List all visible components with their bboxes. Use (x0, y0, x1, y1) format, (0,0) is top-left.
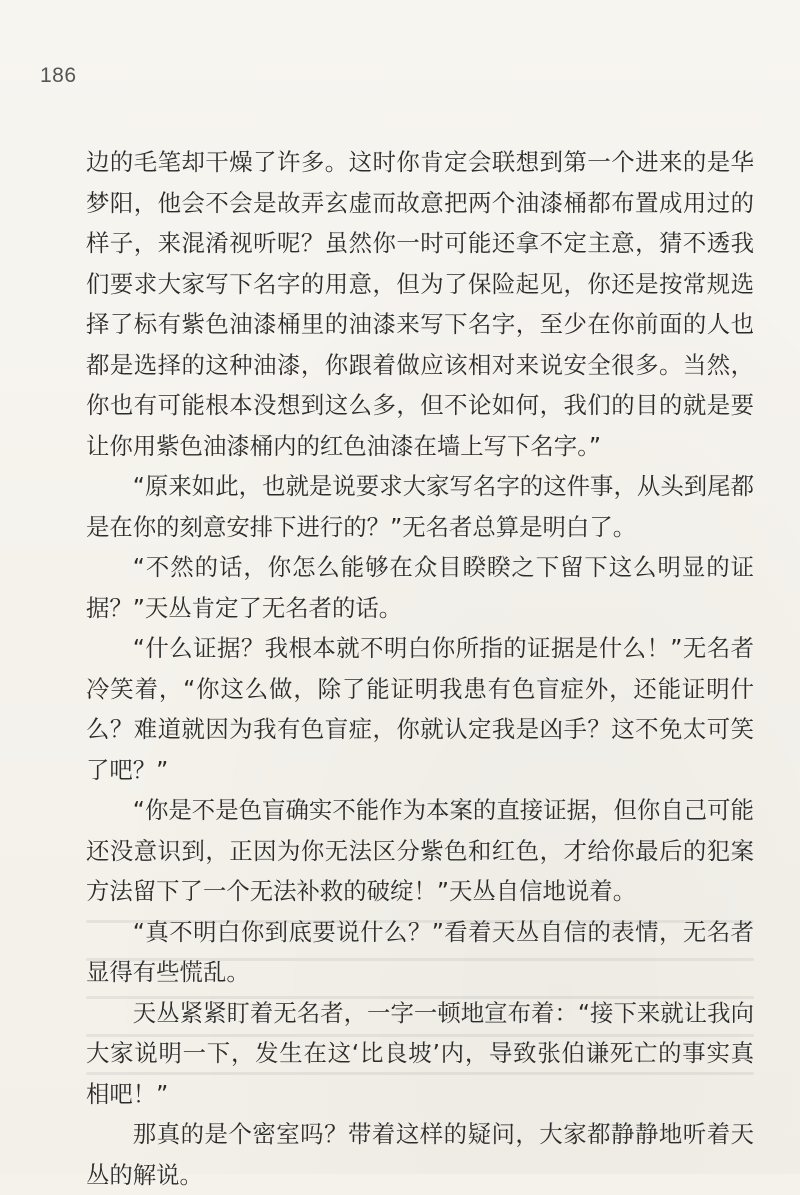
page-number: 186 (40, 64, 77, 87)
paragraph: 边的毛笔却干燥了许多。这时你肯定会联想到第一个进来的是华梦阳，他会不会是故弄玄虚而故意把两个油漆桶都布置成用过的样子，来混淆视听呢？虽然你一时可能还拿不定主意，猜不透我们要求大家写下名字的用意，但为了保险起见，你还是按常规选择了标有紫色油漆桶里的油漆来写下名字，至少在你前面的人也都是选择的这种油漆，你跟着做应该相对来说安全很多。当然，你也有可能根本没想到这么多，但不论如何，我们的目的就是要让你用紫色油漆桶内的红色油漆在墙上写下名字。” (86, 148, 754, 460)
paragraph: 天丛紧紧盯着无名者，一字一顿地宣布着：“接下来就让我向大家说明一下，发生在这‘比良坡’内，导致张伯谦死亡的事实真相吧！” (86, 998, 754, 1108)
paragraph: 那真的是个密室吗？带着这样的疑问，大家都静静地听着天丛的解说。 (86, 1120, 754, 1189)
paragraph: “你是不是色盲确实不能作为本案的直接证据，但你自己可能还没意识到，正因为你无法区分紫色和红色，才给你最后的犯案方法留下了一个无法补救的破绽！”天丛自信地说着。 (86, 796, 754, 905)
paragraph: “原来如此，也就是说要求大家写名字的这件事，从头到尾都是在你的刻意安排下进行的？”无名者总算是明白了。 (86, 472, 754, 541)
paragraph: “什么证据？我根本就不明白你所指的证据是什么！”无名者冷笑着，“你这么做，除了能证明我患有色盲症外，还能证明什么？难道就因为我有色盲症，你就认定我是凶手？这不免太可笑了吧？” (86, 634, 754, 784)
show-through-texture (86, 920, 754, 1130)
paragraph: “不然的话，你怎么能够在众目睽睽之下留下这么明显的证据？”天丛肯定了无名者的话。 (86, 553, 754, 622)
paragraph: “真不明白你到底要说什么？”看着天丛自信的表情，无名者显得有些慌乱。 (86, 917, 754, 986)
